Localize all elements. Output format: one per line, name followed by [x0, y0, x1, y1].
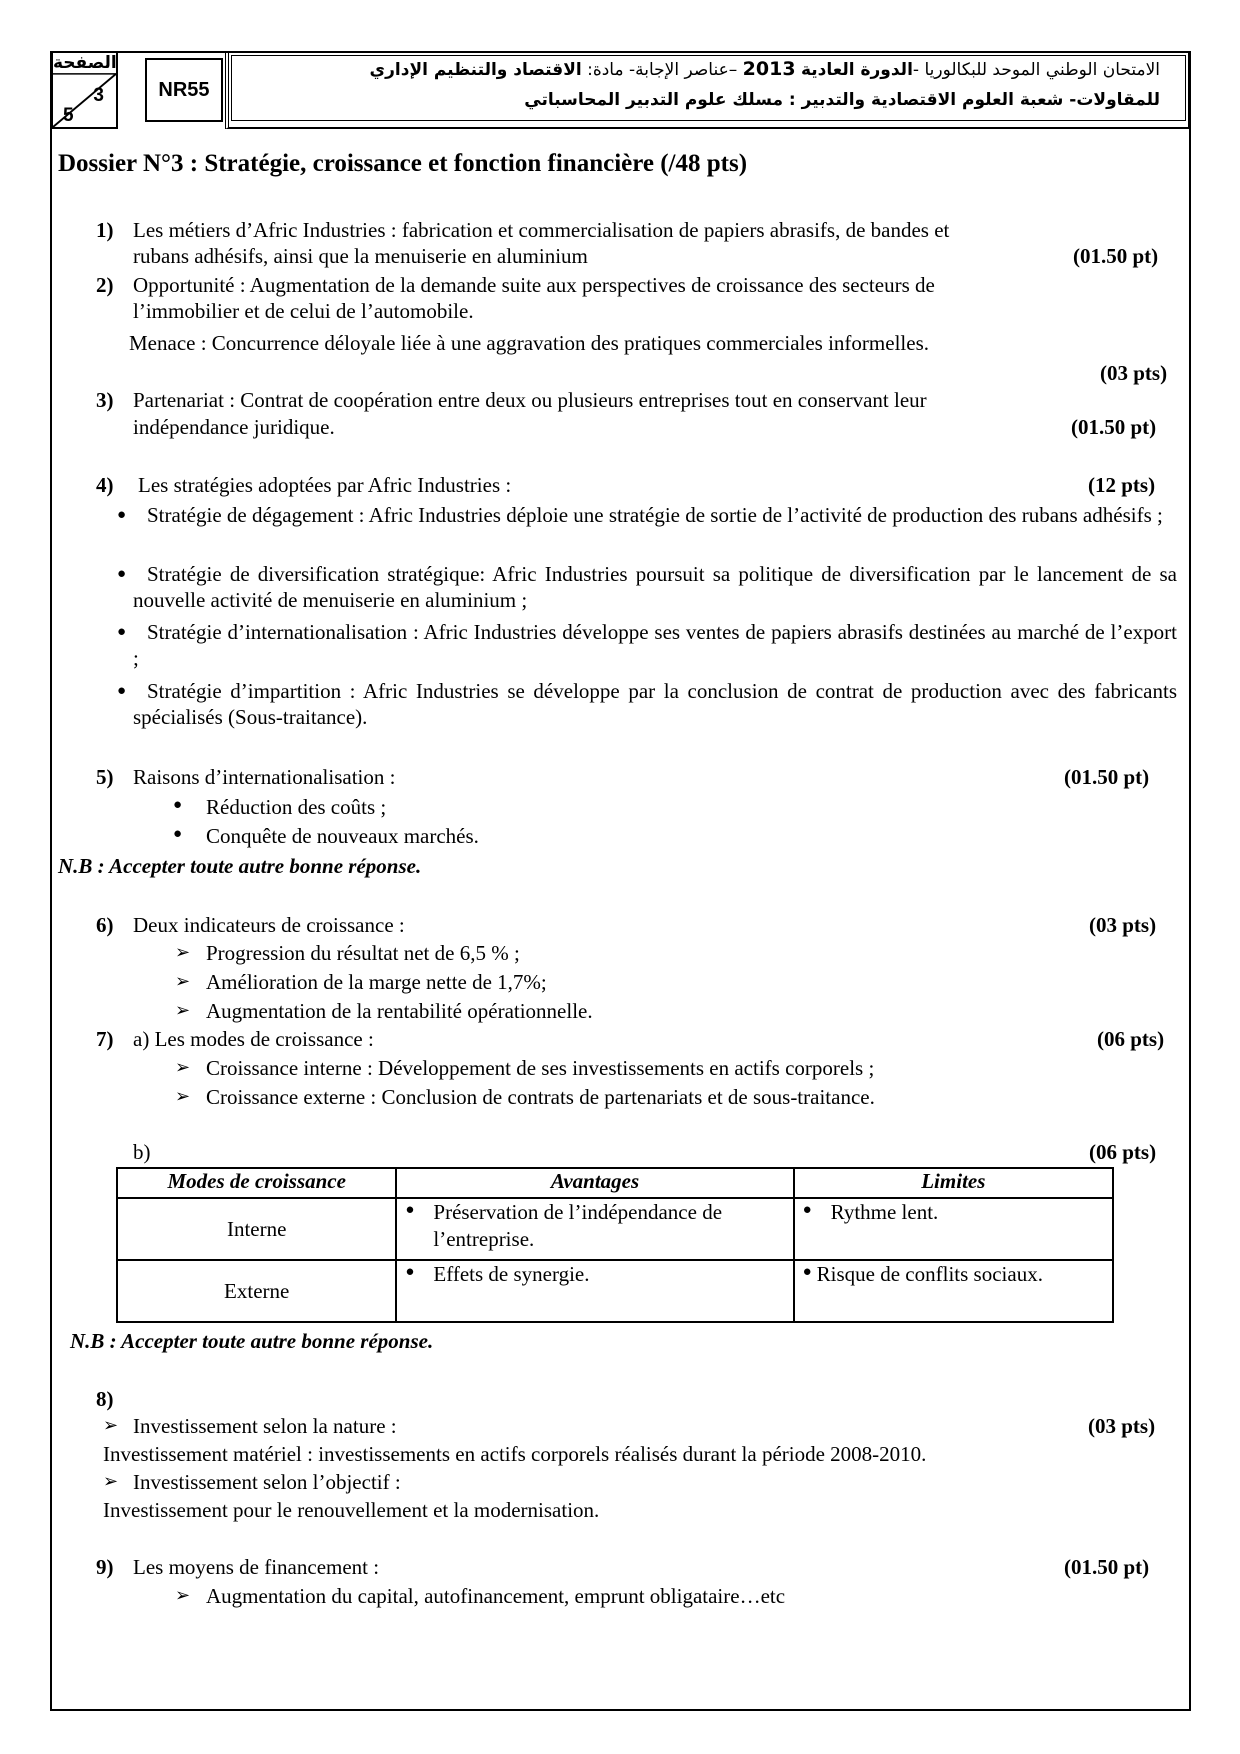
q5-points: (01.50 pt): [1064, 765, 1150, 789]
q6-points: (03 pts): [1089, 913, 1157, 937]
bullet-icon: ●: [405, 1264, 415, 1280]
q7-item-2: Croissance externe : Conclusion de contrats de partenariats et de sous-traitance.: [206, 1085, 875, 1109]
header-line-2: للمقاولات- شعبة العلوم الاقتصادية والتدبير : مسلك علوم التدبير المحاسباتي: [524, 90, 1160, 110]
arrow-bullet-icon: ➢: [175, 1585, 191, 1605]
nb-note: N.B : Accepter toute autre bonne réponse.: [70, 1329, 434, 1353]
q1-points: (01.50 pt): [1073, 244, 1159, 268]
table-header-row: [117, 1168, 1113, 1198]
bullet-icon: ●: [117, 507, 127, 523]
arrow-bullet-icon: ➢: [175, 971, 191, 991]
q5-number: 5): [96, 765, 114, 789]
bullet-icon: ●: [173, 826, 183, 842]
header-title-box: [225, 51, 1190, 129]
q4-intro: Les stratégies adoptées par Afric Industries :: [138, 473, 512, 497]
arrow-bullet-icon: ➢: [103, 1471, 119, 1491]
q9-intro: Les moyens de financement :: [133, 1555, 380, 1579]
q5-item-2: Conquête de nouveaux marchés.: [206, 824, 479, 848]
table-row: [117, 1260, 1113, 1322]
q3-line-2: indépendance juridique.: [133, 415, 335, 439]
q4-item-1: Stratégie de dégagement : Afric Industries déploie une stratégie de sortie de l’activité de production des rubans adhésifs ;: [147, 503, 1163, 527]
q7-number: 7): [96, 1027, 114, 1051]
table-cell-avantages: ● Préservation de l’indépendance de l’entreprise.: [396, 1198, 793, 1260]
q8-number: 8): [96, 1387, 114, 1411]
table-header: Avantages: [396, 1168, 793, 1198]
q2-line-1: Opportunité : Augmentation de la demande suite aux perspectives de croissance des secteurs de: [133, 273, 935, 297]
q2-line-2: l’immobilier et de celui de l’automobile.: [133, 299, 474, 323]
q8-points: (03 pts): [1088, 1414, 1156, 1438]
q7-intro: a) Les modes de croissance :: [133, 1027, 374, 1051]
q5-item-1: Réduction des coûts ;: [206, 795, 387, 819]
bullet-icon: ●: [173, 797, 183, 813]
q7-b-label: b): [133, 1140, 151, 1164]
page-number: 3: [93, 85, 104, 106]
bullet-icon: ●: [802, 1202, 812, 1218]
q5-intro: Raisons d’internationalisation :: [133, 765, 396, 789]
arrow-bullet-icon: ➢: [175, 1086, 191, 1106]
bullet-icon: ●: [405, 1202, 415, 1218]
page-label: الصفحة: [53, 53, 117, 73]
q4-item-4: Stratégie d’impartition : Afric Industries se développe par la conclusion de contrat de production avec des fabricants spécialisés (Sous-traitance).: [133, 679, 1177, 729]
q6-number: 6): [96, 913, 114, 937]
arrow-bullet-icon: ➢: [103, 1415, 119, 1435]
q1-line-2: rubans adhésifs, ainsi que la menuiserie en aluminium: [133, 244, 588, 268]
q9-item: Augmentation du capital, autofinancement, emprunt obligataire…etc: [206, 1584, 786, 1608]
q4-points: (12 pts): [1088, 473, 1156, 497]
q9-number: 9): [96, 1555, 114, 1579]
q1-number: 1): [96, 218, 114, 242]
q6-intro: Deux indicateurs de croissance :: [133, 913, 405, 937]
table-cell-limites: ● Rythme lent.: [794, 1198, 1113, 1260]
q2-line-3: Menace : Concurrence déloyale liée à une aggravation des pratiques commerciales informelles.: [129, 331, 929, 355]
q3-points: (01.50 pt): [1071, 415, 1157, 439]
page-number-box: [51, 51, 118, 129]
q3-number: 3): [96, 388, 114, 412]
q4-item-2: Stratégie de diversification stratégique: Afric Industries poursuit sa politique de diversification par le lancement de sa nouvelle activité de menuiserie en aluminium ;: [133, 562, 1177, 612]
arrow-bullet-icon: ➢: [175, 942, 191, 962]
table-cell-mode: Interne: [117, 1198, 396, 1260]
exam-code: NR55: [145, 58, 223, 122]
page-title: Dossier N°3 : Stratégie, croissance et fonction financière (/48 pts): [58, 150, 748, 177]
q4-number: 4): [96, 473, 114, 497]
table-header: Limites: [794, 1168, 1113, 1198]
q8-b: Investissement selon l’objectif :: [133, 1470, 401, 1494]
table-row: [117, 1198, 1113, 1260]
q8-b-text: Investissement pour le renouvellement et la modernisation.: [103, 1498, 600, 1522]
q7-points: (06 pts): [1097, 1027, 1165, 1051]
q4-item-3: Stratégie d’internationalisation : Afric Industries développe ses ventes de papiers abrasifs destinées au marché de l’export ;: [133, 620, 1177, 670]
bullet-icon: ●: [117, 683, 127, 699]
q8-a-text: Investissement matériel : investissements en actifs corporels réalisés durant la période 2008-2010.: [103, 1442, 927, 1466]
q9-points: (01.50 pt): [1064, 1555, 1150, 1579]
q8-a: Investissement selon la nature :: [133, 1414, 397, 1438]
q6-item-3: Augmentation de la rentabilité opérationnelle.: [206, 999, 593, 1023]
page-total: 5: [63, 105, 74, 126]
header-line-1: الامتحان الوطني الموحد للبكالوريا -الدورة العادية 2013 –عناصر الإجابة- مادة: الاقتصاد والتنظيم الإداري: [369, 58, 1160, 80]
nb-note: N.B : Accepter toute autre bonne réponse.: [58, 854, 422, 878]
q2-points: (03 pts): [1100, 361, 1168, 385]
table-cell-limites: ● Risque de conflits sociaux.: [794, 1260, 1113, 1322]
arrow-bullet-icon: ➢: [175, 1057, 191, 1077]
table-cell-mode: Externe: [117, 1260, 396, 1322]
bullet-icon: ●: [802, 1264, 812, 1280]
q6-item-2: Amélioration de la marge nette de 1,7%;: [206, 970, 547, 994]
arrow-bullet-icon: ➢: [175, 1000, 191, 1020]
q2-number: 2): [96, 273, 114, 297]
q7-b-points: (06 pts): [1089, 1140, 1157, 1164]
q6-item-1: Progression du résultat net de 6,5 % ;: [206, 941, 520, 965]
q3-line-1: Partenariat : Contrat de coopération entre deux ou plusieurs entreprises tout en conservant leur: [133, 388, 927, 412]
table-header: Modes de croissance: [117, 1168, 396, 1198]
q7-item-1: Croissance interne : Développement de ses investissements en actifs corporels ;: [206, 1056, 875, 1080]
table-cell-avantages: ● Effets de synergie.: [396, 1260, 793, 1322]
bullet-icon: ●: [117, 566, 127, 582]
bullet-icon: ●: [117, 624, 127, 640]
q1-line-1: Les métiers d’Afric Industries : fabrication et commercialisation de papiers abrasifs, de bandes et: [133, 218, 950, 242]
growth-modes-table: [116, 1167, 1114, 1323]
